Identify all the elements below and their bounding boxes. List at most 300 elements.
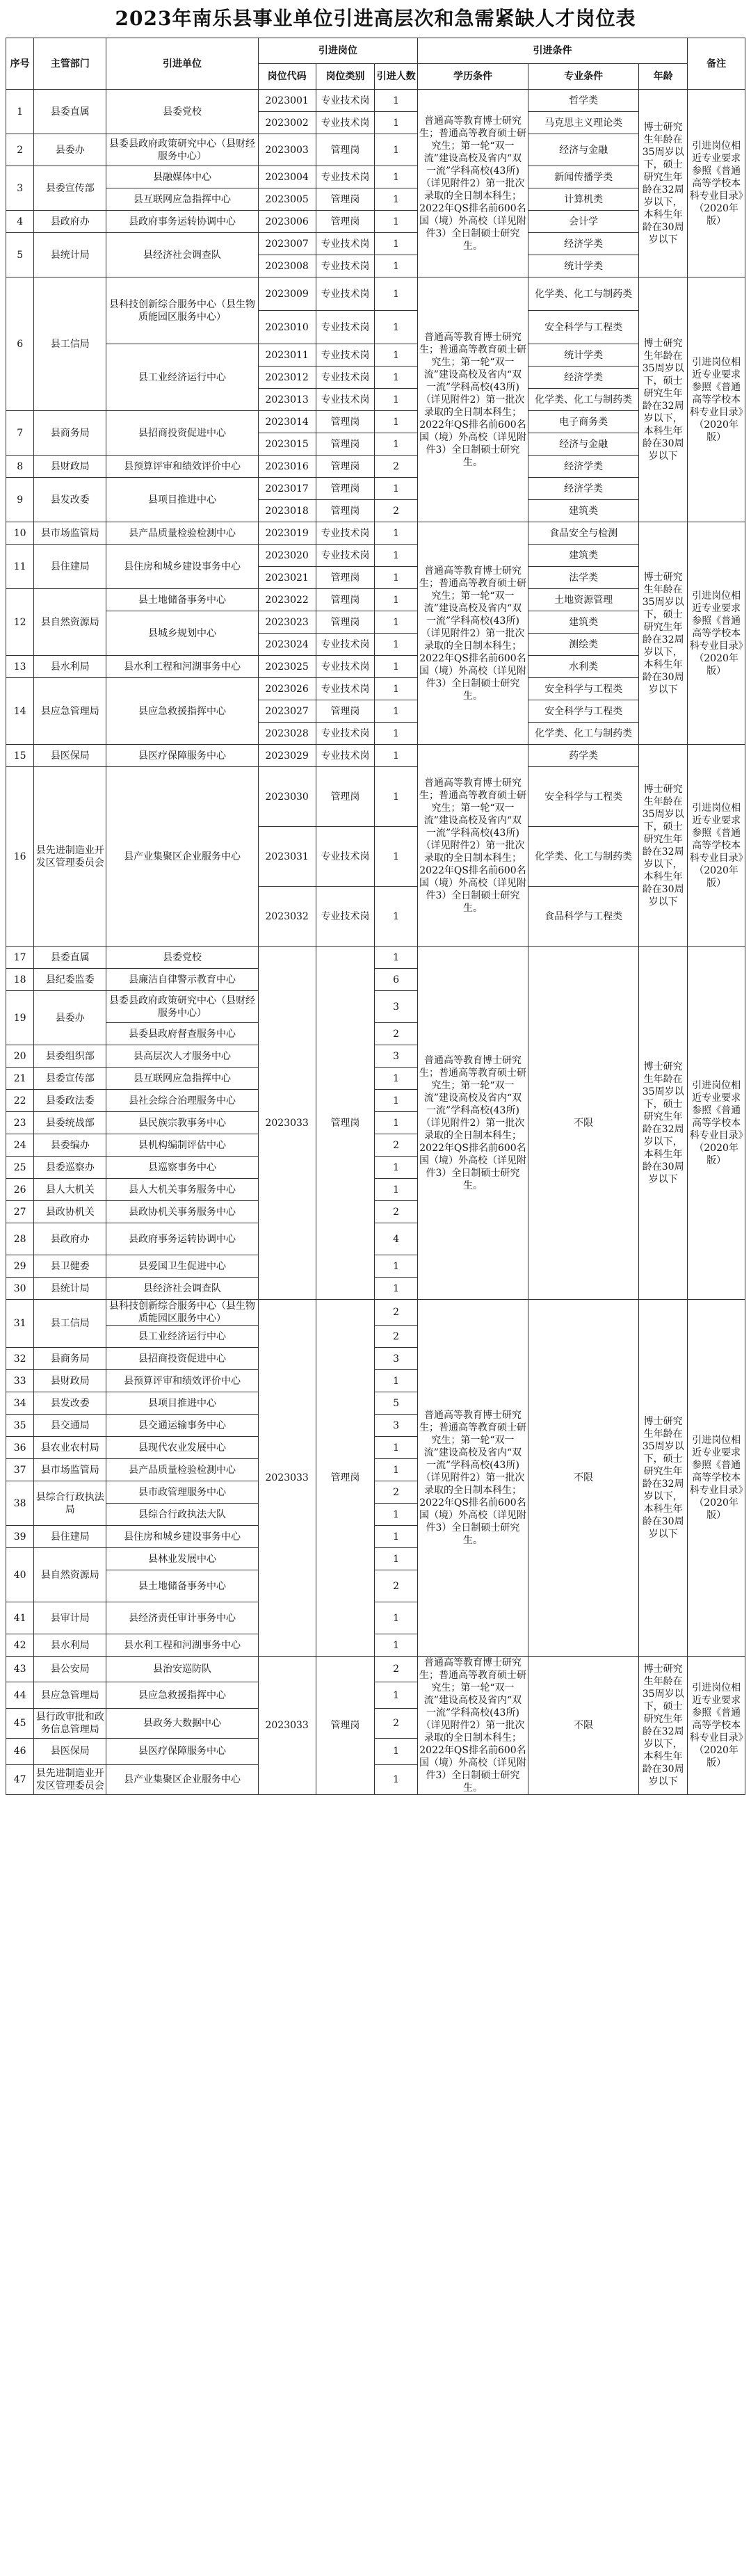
type-cell: 专业技术岗 <box>316 255 375 277</box>
dept-cell: 县综合行政执法局 <box>34 1481 106 1526</box>
table-row <box>6 1300 745 1326</box>
unit-cell: 县经济社会调查队 <box>106 1278 259 1300</box>
count-cell: 1 <box>375 1157 418 1179</box>
dept-cell: 县农业农村局 <box>34 1437 106 1459</box>
table-row <box>6 678 745 700</box>
unit-cell: 县治安巡防队 <box>106 1657 259 1682</box>
note-cell: 引进岗位相近专业要求参照《普通高等学校本科专业目录》（2020年版） <box>688 277 745 522</box>
major-cell: 化学类、化工与制药类 <box>528 389 639 411</box>
note-cell: 引进岗位相近专业要求参照《普通高等学校本科专业目录》（2020年版） <box>688 745 745 947</box>
unit-cell: 县科技创新综合服务中心（县生物质能园区服务中心） <box>106 1300 259 1326</box>
count-cell: 3 <box>375 1045 418 1068</box>
count-cell: 1 <box>375 255 418 277</box>
seq-cell: 40 <box>6 1548 34 1602</box>
seq-cell: 31 <box>6 1300 34 1348</box>
code-cell: 2023018 <box>258 500 316 522</box>
table-row <box>6 522 745 545</box>
table-row <box>6 611 745 634</box>
note-cell: 引进岗位相近专业要求参照《普通高等学校本科专业目录》（2020年版） <box>688 1657 745 1795</box>
seq-cell: 11 <box>6 545 34 589</box>
type-cell: 管理岗 <box>316 589 375 611</box>
dept-cell: 县市场监管局 <box>34 522 106 545</box>
dept-cell: 县自然资源局 <box>34 589 106 656</box>
major-cell: 经济学类 <box>528 456 639 478</box>
code-cell: 2023017 <box>258 478 316 500</box>
dept-cell: 县委办 <box>34 134 106 166</box>
table-row <box>6 233 745 255</box>
count-cell: 2 <box>375 1481 418 1504</box>
table-row <box>6 656 745 678</box>
count-cell: 1 <box>375 1090 418 1112</box>
unit-cell: 县医疗保障服务中心 <box>106 745 259 767</box>
dept-cell: 县审计局 <box>34 1602 106 1634</box>
count-cell: 2 <box>375 1657 418 1682</box>
unit-cell: 县住房和城乡建设事务中心 <box>106 1526 259 1548</box>
type-cell: 管理岗 <box>316 947 375 1300</box>
count-cell: 1 <box>375 211 418 233</box>
seq-cell: 6 <box>6 277 34 411</box>
major-cell: 马克思主义理论类 <box>528 112 639 134</box>
count-cell: 1 <box>375 1255 418 1278</box>
seq-cell: 27 <box>6 1201 34 1223</box>
major-cell: 化学类、化工与制药类 <box>528 723 639 745</box>
seq-cell: 5 <box>6 233 34 277</box>
unit-cell: 县机构编制评估中心 <box>106 1134 259 1157</box>
type-cell: 专业技术岗 <box>316 112 375 134</box>
unit-cell: 县巡察事务中心 <box>106 1157 259 1179</box>
major-cell: 化学类、化工与制药类 <box>528 277 639 311</box>
edu-cell: 普通高等教育博士研究生；普通高等教育硕士研究生；第一轮“双一流”建设高校及省内“双一流”学科高校(43所)（详见附件2）第一批次录取的全日制本科生；2022年QS排名前600名国（境）外高校（详见附件3）全日制硕士研究生。 <box>417 1657 528 1795</box>
code-cell: 2023012 <box>258 367 316 389</box>
major-cell: 安全科学与工程类 <box>528 678 639 700</box>
count-cell: 1 <box>375 767 418 827</box>
count-cell: 1 <box>375 166 418 188</box>
code-cell: 2023031 <box>258 827 316 887</box>
unit-cell: 县互联网应急指挥中心 <box>106 188 259 211</box>
type-cell: 管理岗 <box>316 611 375 634</box>
unit-cell: 县招商投资促进中心 <box>106 411 259 456</box>
count-cell: 1 <box>375 634 418 656</box>
code-cell: 2023030 <box>258 767 316 827</box>
count-cell: 1 <box>375 678 418 700</box>
seq-cell: 3 <box>6 166 34 211</box>
dept-cell: 县委直属 <box>34 90 106 134</box>
age-cell: 博士研究生年龄在35周岁以下，硕士研究生年龄在32周岁以下，本科生年龄在30周岁以下 <box>639 1300 688 1657</box>
seq-cell: 46 <box>6 1739 34 1764</box>
code-cell: 2023025 <box>258 656 316 678</box>
seq-cell: 29 <box>6 1255 34 1278</box>
count-cell: 1 <box>375 611 418 634</box>
dept-cell: 县发改委 <box>34 478 106 522</box>
unit-cell: 县政府事务运转协调中心 <box>106 1223 259 1255</box>
code-cell: 2023010 <box>258 311 316 344</box>
count-cell: 1 <box>375 1682 418 1708</box>
type-cell: 管理岗 <box>316 211 375 233</box>
seq-cell: 10 <box>6 522 34 545</box>
type-cell: 管理岗 <box>316 478 375 500</box>
count-cell: 1 <box>375 1370 418 1392</box>
count-cell: 1 <box>375 1179 418 1201</box>
seq-cell: 22 <box>6 1090 34 1112</box>
seq-cell: 42 <box>6 1634 34 1657</box>
header-note: 备注 <box>688 38 745 90</box>
major-cell: 水利类 <box>528 656 639 678</box>
count-cell: 4 <box>375 1223 418 1255</box>
count-cell: 1 <box>375 90 418 112</box>
unit-cell: 县土地储备事务中心 <box>106 589 259 611</box>
edu-cell: 普通高等教育博士研究生；普通高等教育硕士研究生；第一轮“双一流”建设高校及省内“双一流”学科高校(43所)（详见附件2）第一批次录取的全日制本科生；2022年QS排名前600名国（境）外高校（详见附件3）全日制硕士研究生。 <box>417 277 528 522</box>
dept-cell: 县应急管理局 <box>34 1682 106 1708</box>
type-cell: 专业技术岗 <box>316 522 375 545</box>
unit-cell: 县廉洁自律警示教育中心 <box>106 969 259 991</box>
type-cell: 管理岗 <box>316 500 375 522</box>
seq-cell: 23 <box>6 1112 34 1134</box>
unit-cell: 县政务大数据中心 <box>106 1708 259 1738</box>
table-row <box>6 211 745 233</box>
unit-cell: 县委县政府政策研究中心（县财经服务中心） <box>106 134 259 166</box>
header-code: 岗位代码 <box>258 64 316 90</box>
count-cell: 6 <box>375 969 418 991</box>
major-cell: 安全科学与工程类 <box>528 311 639 344</box>
unit-cell: 县住房和城乡建设事务中心 <box>106 545 259 589</box>
header-group-post: 引进岗位 <box>258 38 417 64</box>
unit-cell: 县委党校 <box>106 947 259 969</box>
major-cell: 不限 <box>528 1300 639 1657</box>
count-cell: 1 <box>375 367 418 389</box>
seq-cell: 15 <box>6 745 34 767</box>
type-cell: 管理岗 <box>316 433 375 456</box>
edu-cell: 普通高等教育博士研究生；普通高等教育硕士研究生；第一轮“双一流”建设高校及省内“双一流”学科高校(43所)（详见附件2）第一批次录取的全日制本科生；2022年QS排名前600名国（境）外高校（详见附件3）全日制硕士研究生。 <box>417 745 528 947</box>
header-edu: 学历条件 <box>417 64 528 90</box>
unit-cell: 县政协机关事务服务中心 <box>106 1201 259 1223</box>
unit-cell: 县委党校 <box>106 90 259 134</box>
table-row <box>6 545 745 567</box>
seq-cell: 13 <box>6 656 34 678</box>
table-row <box>6 589 745 611</box>
type-cell: 专业技术岗 <box>316 367 375 389</box>
unit-cell: 县城乡规划中心 <box>106 611 259 656</box>
unit-cell: 县市政管理服务中心 <box>106 1481 259 1504</box>
dept-cell: 县委巡察办 <box>34 1157 106 1179</box>
dept-cell: 县交通局 <box>34 1415 106 1437</box>
dept-cell: 县水利局 <box>34 656 106 678</box>
seq-cell: 30 <box>6 1278 34 1300</box>
count-cell: 1 <box>375 112 418 134</box>
count-cell: 1 <box>375 411 418 433</box>
unit-cell: 县民族宗教事务中心 <box>106 1112 259 1134</box>
count-cell: 1 <box>375 947 418 969</box>
age-cell: 博士研究生年龄在35周岁以下，硕士研究生年龄在32周岁以下，本科生年龄在30周岁以下 <box>639 522 688 745</box>
count-cell: 1 <box>375 1526 418 1548</box>
dept-cell: 县卫健委 <box>34 1255 106 1278</box>
seq-cell: 34 <box>6 1392 34 1415</box>
code-cell: 2023002 <box>258 112 316 134</box>
type-cell: 专业技术岗 <box>316 634 375 656</box>
unit-cell: 县项目推进中心 <box>106 1392 259 1415</box>
dept-cell: 县发改委 <box>34 1392 106 1415</box>
major-cell: 法学类 <box>528 567 639 589</box>
dept-cell: 县商务局 <box>34 411 106 456</box>
dept-cell: 县水利局 <box>34 1634 106 1657</box>
count-cell: 1 <box>375 1602 418 1634</box>
seq-cell: 28 <box>6 1223 34 1255</box>
dept-cell: 县委宣传部 <box>34 1068 106 1090</box>
table-row <box>6 1657 745 1682</box>
unit-cell: 县科技创新综合服务中心（县生物质能园区服务中心） <box>106 277 259 344</box>
count-cell: 1 <box>375 827 418 887</box>
major-cell: 经济学类 <box>528 233 639 255</box>
code-cell: 2023033 <box>258 1300 316 1657</box>
count-cell: 1 <box>375 1634 418 1657</box>
unit-cell: 县项目推进中心 <box>106 478 259 522</box>
major-cell: 建筑类 <box>528 500 639 522</box>
seq-cell: 16 <box>6 767 34 947</box>
unit-cell: 县爱国卫生促进中心 <box>106 1255 259 1278</box>
unit-cell: 县工业经济运行中心 <box>106 1326 259 1348</box>
unit-cell: 县高层次人才服务中心 <box>106 1045 259 1068</box>
dept-cell: 县委统战部 <box>34 1112 106 1134</box>
note-cell: 引进岗位相近专业要求参照《普通高等学校本科专业目录》（2020年版） <box>688 1300 745 1657</box>
dept-cell: 县工信局 <box>34 277 106 411</box>
major-cell: 建筑类 <box>528 611 639 634</box>
count-cell: 1 <box>375 723 418 745</box>
code-cell: 2023020 <box>258 545 316 567</box>
dept-cell: 县住建局 <box>34 545 106 589</box>
code-cell: 2023033 <box>258 947 316 1300</box>
dept-cell: 县政协机关 <box>34 1201 106 1223</box>
seq-cell: 9 <box>6 478 34 522</box>
major-cell: 经济学类 <box>528 478 639 500</box>
code-cell: 2023001 <box>258 90 316 112</box>
major-cell: 经济与金融 <box>528 433 639 456</box>
count-cell: 1 <box>375 1068 418 1090</box>
code-cell: 2023014 <box>258 411 316 433</box>
major-cell: 经济与金融 <box>528 134 639 166</box>
seq-cell: 18 <box>6 969 34 991</box>
unit-cell: 县产业集聚区企业服务中心 <box>106 767 259 947</box>
edu-cell: 普通高等教育博士研究生；普通高等教育硕士研究生；第一轮“双一流”建设高校及省内“双一流”学科高校(43所)（详见附件2）第一批次录取的全日制本科生；2022年QS排名前600名国（境）外高校（详见附件3）全日制硕士研究生。 <box>417 947 528 1300</box>
count-cell: 1 <box>375 277 418 311</box>
type-cell: 管理岗 <box>316 411 375 433</box>
count-cell: 1 <box>375 567 418 589</box>
major-cell: 计算机类 <box>528 188 639 211</box>
code-cell: 2023015 <box>258 433 316 456</box>
unit-cell: 县互联网应急指挥中心 <box>106 1068 259 1090</box>
positions-table <box>6 38 745 1795</box>
seq-cell: 47 <box>6 1764 34 1794</box>
unit-cell: 县融媒体中心 <box>106 166 259 188</box>
count-cell: 1 <box>375 1548 418 1570</box>
seq-cell: 44 <box>6 1682 34 1708</box>
edu-cell: 普通高等教育博士研究生；普通高等教育硕士研究生；第一轮“双一流”建设高校及省内“双一流”学科高校(43所)（详见附件2）第一批次录取的全日制本科生；2022年QS排名前600名国（境）外高校（详见附件3）全日制硕士研究生。 <box>417 1300 528 1657</box>
type-cell: 专业技术岗 <box>316 166 375 188</box>
seq-cell: 43 <box>6 1657 34 1682</box>
seq-cell: 41 <box>6 1602 34 1634</box>
major-cell: 安全科学与工程类 <box>528 700 639 723</box>
unit-cell: 县产品质量检验检测中心 <box>106 1459 259 1481</box>
count-cell: 3 <box>375 1348 418 1370</box>
unit-cell: 县经济责任审计事务中心 <box>106 1602 259 1634</box>
unit-cell: 县应急救援指挥中心 <box>106 1682 259 1708</box>
count-cell: 1 <box>375 545 418 567</box>
code-cell: 2023024 <box>258 634 316 656</box>
type-cell: 专业技术岗 <box>316 277 375 311</box>
table-row <box>6 745 745 767</box>
code-cell: 2023004 <box>258 166 316 188</box>
dept-cell: 县纪委监委 <box>34 969 106 991</box>
major-cell: 不限 <box>528 1657 639 1795</box>
unit-cell: 县经济社会调查队 <box>106 233 259 277</box>
code-cell: 2023021 <box>258 567 316 589</box>
seq-cell: 1 <box>6 90 34 134</box>
major-cell: 建筑类 <box>528 545 639 567</box>
seq-cell: 8 <box>6 456 34 478</box>
code-cell: 2023026 <box>258 678 316 700</box>
table-row <box>6 478 745 500</box>
seq-cell: 19 <box>6 991 34 1045</box>
table-row <box>6 90 745 112</box>
code-cell: 2023029 <box>258 745 316 767</box>
count-cell: 2 <box>375 456 418 478</box>
type-cell: 管理岗 <box>316 767 375 827</box>
major-cell: 统计学类 <box>528 344 639 367</box>
unit-cell: 县社会综合治理服务中心 <box>106 1090 259 1112</box>
dept-cell: 县工信局 <box>34 1300 106 1348</box>
count-cell: 1 <box>375 344 418 367</box>
code-cell: 2023009 <box>258 277 316 311</box>
code-cell: 2023007 <box>258 233 316 255</box>
code-cell: 2023016 <box>258 456 316 478</box>
type-cell: 专业技术岗 <box>316 344 375 367</box>
note-cell: 引进岗位相近专业要求参照《普通高等学校本科专业目录》（2020年版） <box>688 947 745 1300</box>
type-cell: 专业技术岗 <box>316 311 375 344</box>
type-cell: 专业技术岗 <box>316 745 375 767</box>
count-cell: 1 <box>375 700 418 723</box>
header-count: 引进人数 <box>375 64 418 90</box>
dept-cell: 县委直属 <box>34 947 106 969</box>
count-cell: 1 <box>375 1278 418 1300</box>
seq-cell: 20 <box>6 1045 34 1068</box>
type-cell: 专业技术岗 <box>316 656 375 678</box>
count-cell: 1 <box>375 188 418 211</box>
type-cell: 管理岗 <box>316 567 375 589</box>
unit-cell: 县林业发展中心 <box>106 1548 259 1570</box>
unit-cell: 县医疗保障服务中心 <box>106 1739 259 1764</box>
header-major: 专业条件 <box>528 64 639 90</box>
major-cell: 新闻传播学类 <box>528 166 639 188</box>
age-cell: 博士研究生年龄在35周岁以下，硕士研究生年龄在32周岁以下，本科生年龄在30周岁以下 <box>639 1657 688 1795</box>
header-group-cond: 引进条件 <box>417 38 687 64</box>
major-cell: 土地资源管理 <box>528 589 639 611</box>
table-row <box>6 166 745 188</box>
dept-cell: 县市场监管局 <box>34 1459 106 1481</box>
unit-cell: 县工业经济运行中心 <box>106 344 259 411</box>
count-cell: 2 <box>375 1134 418 1157</box>
dept-cell: 县统计局 <box>34 1278 106 1300</box>
code-cell: 2023006 <box>258 211 316 233</box>
table-row <box>6 277 745 311</box>
seq-cell: 32 <box>6 1348 34 1370</box>
unit-cell: 县政府事务运转协调中心 <box>106 211 259 233</box>
dept-cell: 县委办 <box>34 991 106 1045</box>
count-cell: 1 <box>375 311 418 344</box>
type-cell: 管理岗 <box>316 1657 375 1795</box>
count-cell: 1 <box>375 1112 418 1134</box>
type-cell: 专业技术岗 <box>316 233 375 255</box>
note-cell: 引进岗位相近专业要求参照《普通高等学校本科专业目录》（2020年版） <box>688 90 745 277</box>
code-cell: 2023003 <box>258 134 316 166</box>
seq-cell: 17 <box>6 947 34 969</box>
seq-cell: 36 <box>6 1437 34 1459</box>
dept-cell: 县应急管理局 <box>34 678 106 745</box>
type-cell: 管理岗 <box>316 456 375 478</box>
seq-cell: 35 <box>6 1415 34 1437</box>
count-cell: 1 <box>375 887 418 947</box>
table-row <box>6 947 745 969</box>
unit-cell: 县产品质量检验检测中心 <box>106 522 259 545</box>
count-cell: 1 <box>375 1739 418 1764</box>
type-cell: 专业技术岗 <box>316 887 375 947</box>
count-cell: 2 <box>375 1708 418 1738</box>
dept-cell: 县自然资源局 <box>34 1548 106 1602</box>
seq-cell: 38 <box>6 1481 34 1526</box>
type-cell: 专业技术岗 <box>316 545 375 567</box>
seq-cell: 24 <box>6 1134 34 1157</box>
seq-cell: 12 <box>6 589 34 656</box>
dept-cell: 县财政局 <box>34 456 106 478</box>
major-cell: 安全科学与工程类 <box>528 767 639 827</box>
age-cell: 博士研究生年龄在35周岁以下，硕士研究生年龄在32周岁以下，本科生年龄在30周岁以下 <box>639 745 688 947</box>
count-cell: 1 <box>375 589 418 611</box>
dept-cell: 县政府办 <box>34 1223 106 1255</box>
code-cell: 2023027 <box>258 700 316 723</box>
seq-cell: 26 <box>6 1179 34 1201</box>
major-cell: 经济学类 <box>528 367 639 389</box>
type-cell: 专业技术岗 <box>316 723 375 745</box>
dept-cell: 县政府办 <box>34 211 106 233</box>
edu-cell: 普通高等教育博士研究生；普通高等教育硕士研究生；第一轮“双一流”建设高校及省内“双一流”学科高校(43所)（详见附件2）第一批次录取的全日制本科生；2022年QS排名前600名国（境）外高校（详见附件3）全日制硕士研究生。 <box>417 522 528 745</box>
count-cell: 2 <box>375 1023 418 1045</box>
count-cell: 1 <box>375 233 418 255</box>
count-cell: 2 <box>375 500 418 522</box>
count-cell: 1 <box>375 522 418 545</box>
code-cell: 2023028 <box>258 723 316 745</box>
type-cell: 管理岗 <box>316 188 375 211</box>
major-cell: 电子商务类 <box>528 411 639 433</box>
seq-cell: 14 <box>6 678 34 745</box>
dept-cell: 县委组织部 <box>34 1045 106 1068</box>
count-cell: 1 <box>375 656 418 678</box>
count-cell: 1 <box>375 389 418 411</box>
unit-cell: 县水利工程和河湖事务中心 <box>106 656 259 678</box>
seq-cell: 39 <box>6 1526 34 1548</box>
header-dept: 主管部门 <box>34 38 106 90</box>
unit-cell: 县招商投资促进中心 <box>106 1348 259 1370</box>
seq-cell: 7 <box>6 411 34 456</box>
unit-cell: 县委县政府政策研究中心（县财经服务中心） <box>106 991 259 1023</box>
count-cell: 1 <box>375 433 418 456</box>
unit-cell: 县土地储备事务中心 <box>106 1570 259 1602</box>
table-row <box>6 188 745 211</box>
major-cell: 测绘类 <box>528 634 639 656</box>
major-cell: 食品科学与工程类 <box>528 887 639 947</box>
unit-cell: 县产业集聚区企业服务中心 <box>106 1764 259 1794</box>
unit-cell: 县现代农业发展中心 <box>106 1437 259 1459</box>
unit-cell: 县预算评审和绩效评价中心 <box>106 1370 259 1392</box>
dept-cell: 县住建局 <box>34 1526 106 1548</box>
seq-cell: 45 <box>6 1708 34 1738</box>
age-cell: 博士研究生年龄在35周岁以下，硕士研究生年龄在32周岁以下，本科生年龄在30周岁以下 <box>639 277 688 522</box>
